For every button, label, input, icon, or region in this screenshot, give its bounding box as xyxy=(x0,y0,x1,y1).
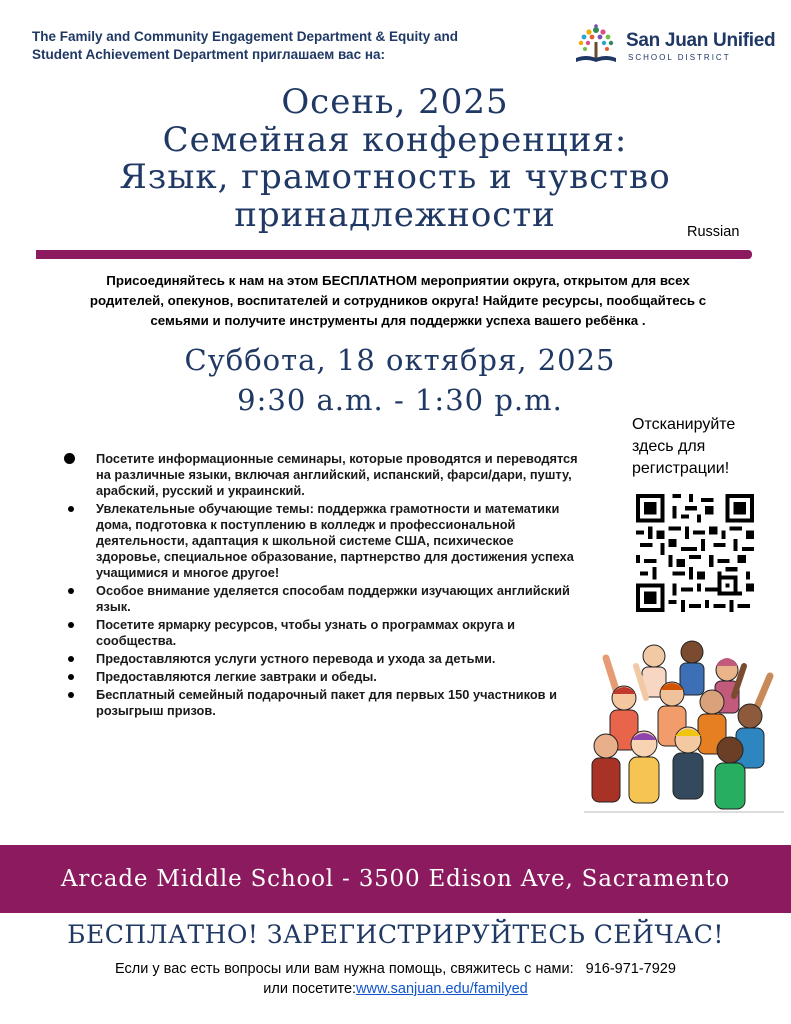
contact-visit-label: или посетите: xyxy=(263,981,357,997)
location-banner xyxy=(0,845,791,913)
contact-line-2 xyxy=(0,979,791,999)
list-item-text: Посетите ярмарку ресурсов, чтобы узнать о программах округа и сообщества. xyxy=(96,617,515,648)
list-item xyxy=(58,451,578,499)
list-item xyxy=(58,617,578,649)
intro-paragraph xyxy=(58,271,738,331)
feature-list xyxy=(58,451,578,721)
list-item-text: Увлекательные обучающие темы: поддержка грамотности и математики дома, подготовка к поступлению в колледж и профессиональной деятельности, адаптация к школьной системе США, психическое здоровье, специальное образование, партнерство для достижения успеха учащимися и многое другое! xyxy=(96,501,574,580)
bullet-icon xyxy=(68,692,74,698)
list-item xyxy=(58,583,578,615)
logo-name: San Juan Unified xyxy=(626,30,776,51)
title-line-2: Семейная конференция: xyxy=(162,119,628,160)
list-item xyxy=(58,669,578,685)
list-item xyxy=(58,501,578,581)
list-item xyxy=(58,651,578,667)
intro-line-1: Присоединяйтесь к нам на этом БЕСПЛАТНОМ мероприятии округа, открытом для всех xyxy=(106,273,690,288)
language-label: Russian xyxy=(687,224,740,240)
list-item-text: Особое внимание уделяется способам поддержки изучающих английский язык. xyxy=(96,583,570,614)
register-cta: БЕСПЛАТНО! ЗАРЕГИСТРИРУЙТЕСЬ СЕЙЧАС! xyxy=(67,920,724,949)
list-item xyxy=(58,687,578,719)
qr-code-icon[interactable] xyxy=(636,494,754,612)
intro-line-3: семьями и получите инструменты для поддержки успеха вашего ребёнка . xyxy=(150,313,646,328)
list-item-text: Предоставляются услуги устного перевода и ухода за детьми. xyxy=(96,651,496,666)
district-logo xyxy=(572,22,776,66)
qr-label xyxy=(632,414,772,480)
list-item-text: Посетите информационные семинары, которые проводятся и переводятся на различные языки, включая английский, испанский, фарси/дари, пушту, арабский, русский и украинский. xyxy=(96,451,578,498)
bullet-icon xyxy=(68,674,74,680)
header-line-1: The Family and Community Engagement Department & Equity and xyxy=(32,29,459,44)
title-line-1: Осень, 2025 xyxy=(281,82,509,122)
tree-book-icon xyxy=(572,22,620,66)
bullet-icon xyxy=(68,588,74,594)
qr-label-line-2: здесь для xyxy=(632,438,706,455)
header-organizers xyxy=(32,28,542,64)
contact-line-1 xyxy=(0,959,791,979)
list-item-text: Предоставляются легкие завтраки и обеды. xyxy=(96,669,377,684)
cheering-people-illustration xyxy=(584,636,784,816)
title-line-3: Язык, грамотность и чувство xyxy=(119,157,671,197)
event-datetime xyxy=(140,340,660,420)
event-time: 9:30 a.m. - 1:30 p.m. xyxy=(237,383,563,417)
bullet-icon xyxy=(68,622,74,628)
contact-text: Если у вас есть вопросы или вам нужна помощь, свяжитесь с нами: xyxy=(115,961,574,977)
event-date: Суббота, 18 октября, 2025 xyxy=(184,343,616,377)
event-location: Arcade Middle School - 3500 Edison Ave, Sacramento xyxy=(60,866,731,892)
qr-label-line-1: Отсканируйте xyxy=(632,416,736,433)
bullet-icon xyxy=(64,453,75,464)
intro-line-2: родителей, опекунов, воспитателей и сотрудников округа! Найдите ресурсы, пообщайтесь с xyxy=(89,293,707,308)
list-item-text: Бесплатный семейный подарочный пакет для первых 150 участников и розыгрыш призов. xyxy=(96,687,557,718)
divider-bar xyxy=(36,250,752,259)
header-line-2: Student Achievement Department приглашаем вас на: xyxy=(32,47,385,62)
bullet-icon xyxy=(68,506,74,512)
website-link[interactable]: www.sanjuan.edu/familyed xyxy=(356,981,528,997)
qr-label-line-3: регистрации! xyxy=(632,460,730,477)
contact-phone[interactable]: 916-971-7929 xyxy=(585,961,676,977)
logo-subtitle: SCHOOL DISTRICT xyxy=(628,53,731,62)
page-title xyxy=(60,84,730,234)
contact-info xyxy=(0,959,791,999)
title-line-4: принадлежности xyxy=(234,194,556,235)
bullet-icon xyxy=(68,656,74,662)
